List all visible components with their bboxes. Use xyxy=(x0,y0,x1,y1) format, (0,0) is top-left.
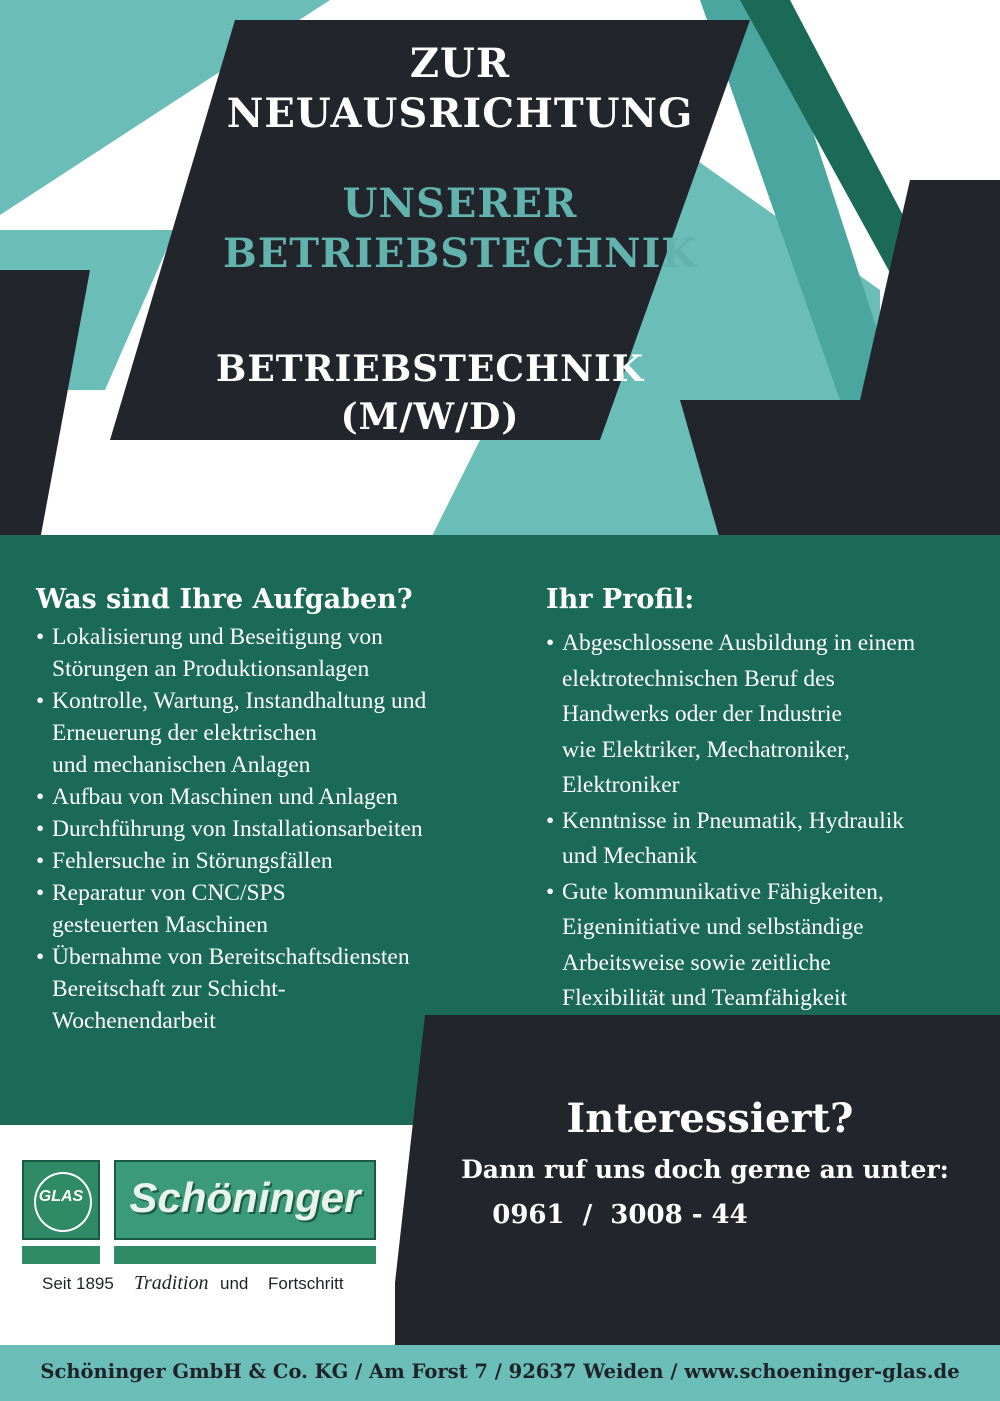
profile-title: Ihr Profil: xyxy=(546,584,695,615)
profile-item: • Gute kommunikative Fähigkeiten, Eigeninitiative und selbständige Arbeitsweise sowie zeitliche Flexibilität und Teamfähigkeit xyxy=(546,878,884,1011)
logo-bar-left xyxy=(22,1246,100,1264)
logo-bar-right xyxy=(114,1246,376,1264)
task-item: • Lokalisierung und Beseitigung von Störungen an Produktionsanlagen xyxy=(36,624,383,682)
logo-und: und xyxy=(220,1274,249,1293)
logo-tradition: Tradition xyxy=(134,1272,209,1294)
brand-name: Schöninger xyxy=(129,1174,361,1221)
job-title: BETRIEBSTECHNIK xyxy=(215,348,645,390)
profile-item: • Abgeschlossene Ausbildung in einem elektrotechnischen Beruf des Handwerks oder der Industrie wie Elektriker, Mechatroniker, Elektroniker xyxy=(546,630,916,798)
headline-line-3: UNSERER xyxy=(342,180,578,227)
profile-list xyxy=(546,626,996,1017)
tasks-title: Was sind Ihre Aufgaben? xyxy=(36,584,413,615)
task-item: • Übernahme von Bereitschaftsdiensten Bereitschaft zur Schicht- Wochenendarbeit xyxy=(36,944,410,1034)
company-logo xyxy=(22,1160,382,1300)
logo-since: Seit 1895 xyxy=(42,1274,114,1293)
headline-line-1: ZUR xyxy=(409,40,511,87)
task-item: • Aufbau von Maschinen und Anlagen xyxy=(36,784,398,810)
job-title-gender: (M/W/D) xyxy=(340,396,520,438)
phone-number[interactable]: 0961 / 3008 - 44 xyxy=(492,1200,748,1230)
headline-line-2: NEUAUSRICHTUNG xyxy=(226,90,694,137)
headline-line-4: BETRIEBSTECHNIK xyxy=(222,230,698,277)
task-item: • Reparatur von CNC/SPS gesteuerten Maschinen xyxy=(36,880,286,938)
footer-address: Schöninger GmbH & Co. KG / Am Forst 7 / 92637 Weiden / www.schoeninger-glas.de xyxy=(40,1360,960,1383)
glas-badge xyxy=(22,1160,100,1240)
logo-progress: Fortschritt xyxy=(268,1274,344,1293)
tasks-list xyxy=(36,621,536,1037)
task-item: • Fehlersuche in Störungsfällen xyxy=(36,848,333,874)
task-item: • Kontrolle, Wartung, Instandhaltung und Erneuerung der elektrischen und mechanischen Anlagen xyxy=(36,688,427,778)
cta-subline: Dann ruf uns doch gerne an unter: xyxy=(461,1155,949,1184)
brand-name-plate xyxy=(114,1160,376,1240)
cta-headline: Interessiert? xyxy=(566,1095,854,1142)
profile-item: • Kenntnisse in Pneumatik, Hydraulik und Mechanik xyxy=(546,807,905,869)
glas-badge-text: GLAS xyxy=(38,1188,84,1205)
task-item: • Durchführung von Installationsarbeiten xyxy=(36,816,423,842)
